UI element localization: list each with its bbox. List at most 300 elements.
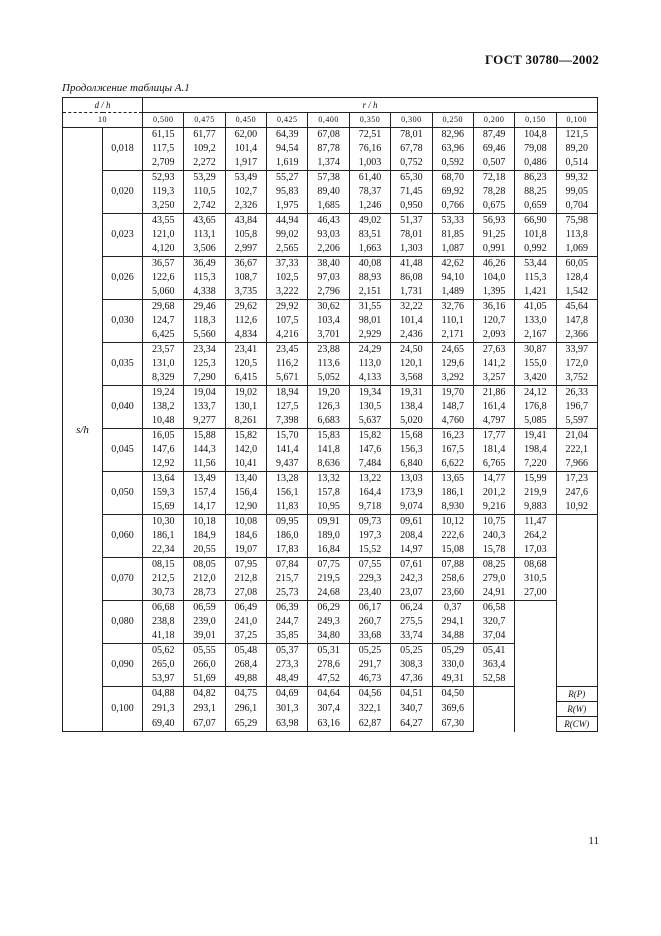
table-cell: 124,7 [143, 314, 184, 328]
table-row [63, 486, 598, 500]
table-cell: 240,3 [473, 529, 514, 543]
table-cell: 66,90 [515, 214, 556, 229]
table-cell: 67,78 [391, 142, 432, 156]
table-cell: 10,75 [473, 515, 514, 530]
dh-value: 0,023 [103, 214, 143, 257]
table-cell: 5,020 [391, 414, 432, 429]
empty-cell [556, 644, 597, 659]
table-row [63, 717, 598, 732]
table-cell: 159,3 [143, 486, 184, 500]
table-cell: 0,950 [391, 199, 432, 214]
table-cell: 133,7 [184, 400, 225, 414]
table-cell: 19,04 [184, 386, 225, 401]
table-cell: 07,55 [349, 558, 390, 573]
table-cell: 0,37 [432, 601, 473, 616]
table-row [63, 457, 598, 472]
table-cell: 64,27 [391, 717, 432, 732]
table-cell: 4,120 [143, 242, 184, 257]
table-cell: 06,58 [473, 601, 514, 616]
table-cell: 6,840 [391, 457, 432, 472]
table-cell: 65,30 [391, 171, 432, 186]
table-cell: 29,62 [225, 300, 266, 315]
table-row [63, 386, 598, 401]
table-cell: 63,16 [308, 717, 349, 732]
table-cell: 113,6 [308, 357, 349, 371]
table-cell: 33,68 [349, 629, 390, 644]
table-cell: 10,41 [225, 457, 266, 472]
table-cell: 39,01 [184, 629, 225, 644]
table-cell: 1,069 [556, 242, 597, 257]
table-cell: 131,0 [143, 357, 184, 371]
table-cell: 1,917 [225, 156, 266, 171]
table-cell: 102,7 [225, 185, 266, 199]
table-cell: 6,415 [225, 371, 266, 386]
table-cell: 86,23 [515, 171, 556, 186]
table-row [63, 343, 598, 358]
table-cell: 157,8 [308, 486, 349, 500]
table-cell: 29,46 [184, 300, 225, 315]
table-cell: 1,619 [267, 156, 308, 171]
table-row [63, 500, 598, 515]
table-cell: 266,0 [184, 658, 225, 672]
table-cell: 121,0 [143, 228, 184, 242]
table-cell: 201,2 [473, 486, 514, 500]
table-cell: 05,62 [143, 644, 184, 659]
empty-cell [556, 672, 597, 687]
table-cell: 36,57 [143, 257, 184, 272]
empty-cell [556, 658, 597, 672]
table-row [63, 300, 598, 315]
table-cell: 29,92 [267, 300, 308, 315]
dh-value: 0,090 [103, 644, 143, 687]
table-row [63, 242, 598, 257]
table-cell: 17,77 [473, 429, 514, 444]
table-cell: 20,55 [184, 543, 225, 558]
table-cell: 148,7 [432, 400, 473, 414]
table-cell: 05,55 [184, 644, 225, 659]
rh-value-header: 0,200 [473, 113, 514, 128]
dh-header: d / h [63, 98, 143, 113]
table-cell: 291,3 [143, 702, 184, 717]
table-cell: 278,6 [308, 658, 349, 672]
rh-value-header: 0,475 [184, 113, 225, 128]
table-row [63, 601, 598, 616]
table-cell: 08,68 [515, 558, 556, 573]
table-cell: 5,560 [184, 328, 225, 343]
table-cell: 23,34 [184, 343, 225, 358]
table-cell: 104,0 [473, 271, 514, 285]
table-cell: 37,25 [225, 629, 266, 644]
table-cell: 13,64 [143, 472, 184, 487]
table-cell: 98,01 [349, 314, 390, 328]
table-cell: 5,085 [515, 414, 556, 429]
table-cell: 07,84 [267, 558, 308, 573]
table-cell: 110,5 [184, 185, 225, 199]
table-cell: 291,7 [349, 658, 390, 672]
empty-cell [515, 717, 556, 732]
table-cell: 10,08 [225, 515, 266, 530]
table-cell: 19,31 [391, 386, 432, 401]
table-cell: 19,24 [143, 386, 184, 401]
table-cell: 53,97 [143, 672, 184, 687]
table-cell: 147,8 [556, 314, 597, 328]
table-cell: 11,83 [267, 500, 308, 515]
legend-label: R(W) [556, 702, 597, 717]
table-cell: 06,68 [143, 601, 184, 616]
table-cell: 141,4 [267, 443, 308, 457]
table-cell: 3,506 [184, 242, 225, 257]
table-cell: 6,683 [308, 414, 349, 429]
table-cell: 31,55 [349, 300, 390, 315]
table-cell: 13,32 [308, 472, 349, 487]
table-row [63, 214, 598, 229]
table-row [63, 687, 598, 702]
table-cell: 99,32 [556, 171, 597, 186]
table-cell: 53,49 [225, 171, 266, 186]
table-cell: 55,27 [267, 171, 308, 186]
table-cell: 105,8 [225, 228, 266, 242]
table-row [63, 644, 598, 659]
table-row [63, 128, 598, 143]
table-cell: 06,49 [225, 601, 266, 616]
table-cell: 6,765 [473, 457, 514, 472]
table-cell: 07,95 [225, 558, 266, 573]
table-cell: 2,709 [143, 156, 184, 171]
table-cell: 322,1 [349, 702, 390, 717]
table-cell: 294,1 [432, 615, 473, 629]
table-cell: 2,326 [225, 199, 266, 214]
table-cell: 93,03 [308, 228, 349, 242]
table-cell: 2,151 [349, 285, 390, 300]
table-cell: 05,37 [267, 644, 308, 659]
table-cell: 117,5 [143, 142, 184, 156]
table-cell: 43,55 [143, 214, 184, 229]
table-cell: 15,69 [143, 500, 184, 515]
table-cell: 46,26 [473, 257, 514, 272]
empty-cell [556, 543, 597, 558]
table-cell: 14,77 [473, 472, 514, 487]
table-cell: 05,25 [391, 644, 432, 659]
table-cell: 53,29 [184, 171, 225, 186]
table-cell: 04,51 [391, 687, 432, 702]
table-cell: 122,6 [143, 271, 184, 285]
table-cell: 239,0 [184, 615, 225, 629]
table-cell: 176,8 [515, 400, 556, 414]
table-cell: 3,222 [267, 285, 308, 300]
dh-value: 0,070 [103, 558, 143, 601]
empty-cell [556, 601, 597, 616]
table-cell: 23,07 [391, 586, 432, 601]
table-cell: 22,34 [143, 543, 184, 558]
table-cell: 4,760 [432, 414, 473, 429]
table-cell: 2,167 [515, 328, 556, 343]
table-cell: 9,277 [184, 414, 225, 429]
table-cell: 9,883 [515, 500, 556, 515]
table-cell: 113,0 [349, 357, 390, 371]
rh-value-header: 0,350 [349, 113, 390, 128]
table-cell: 89,20 [556, 142, 597, 156]
table-cell: 5,637 [349, 414, 390, 429]
rh-value-header: 0,500 [143, 113, 184, 128]
table-cell: 53,33 [432, 214, 473, 229]
table-cell: 7,290 [184, 371, 225, 386]
table-row [63, 185, 598, 199]
table-cell: 6,622 [432, 457, 473, 472]
table-cell: 110,1 [432, 314, 473, 328]
table-cell: 40,08 [349, 257, 390, 272]
table-row [63, 156, 598, 171]
table-cell: 69,40 [143, 717, 184, 732]
table-row [63, 572, 598, 586]
table-cell: 16,23 [432, 429, 473, 444]
table-cell: 17,23 [556, 472, 597, 487]
table-cell: 1,421 [515, 285, 556, 300]
table-cell: 24,29 [349, 343, 390, 358]
table-cell: 115,3 [515, 271, 556, 285]
table-cell: 147,6 [349, 443, 390, 457]
table-cell: 130,1 [225, 400, 266, 414]
table-cell: 249,3 [308, 615, 349, 629]
table-cell: 43,65 [184, 214, 225, 229]
table-cell: 61,40 [349, 171, 390, 186]
table-cell: 21,04 [556, 429, 597, 444]
table-cell: 24,12 [515, 386, 556, 401]
table-cell: 28,73 [184, 586, 225, 601]
table-cell: 46,43 [308, 214, 349, 229]
table-cell: 101,8 [515, 228, 556, 242]
table-cell: 71,45 [391, 185, 432, 199]
table-cell: 15,82 [225, 429, 266, 444]
table-cell: 5,060 [143, 285, 184, 300]
table-row [63, 357, 598, 371]
table-cell: 04,69 [267, 687, 308, 702]
table-cell: 63,98 [267, 717, 308, 732]
table-cell: 273,3 [267, 658, 308, 672]
table-cell: 156,1 [267, 486, 308, 500]
table-cell: 27,00 [515, 586, 556, 601]
empty-cell [556, 529, 597, 543]
table-cell: 05,29 [432, 644, 473, 659]
table-cell: 0,766 [432, 199, 473, 214]
table-cell: 265,0 [143, 658, 184, 672]
table-cell: 113,1 [184, 228, 225, 242]
table-cell: 9,074 [391, 500, 432, 515]
table-cell: 67,08 [308, 128, 349, 143]
table-cell: 118,3 [184, 314, 225, 328]
table-cell: 56,93 [473, 214, 514, 229]
table-cell: 0,752 [391, 156, 432, 171]
table-cell: 05,25 [349, 644, 390, 659]
table-cell: 04,82 [184, 687, 225, 702]
table-cell: 157,4 [184, 486, 225, 500]
table-row [63, 414, 598, 429]
table-cell: 4,338 [184, 285, 225, 300]
sh-label: s/h [63, 128, 103, 732]
table-cell: 147,6 [143, 443, 184, 457]
empty-cell [556, 629, 597, 644]
table-cell: 49,31 [432, 672, 473, 687]
table-cell: 34,88 [432, 629, 473, 644]
table-cell: 2,796 [308, 285, 349, 300]
legend-label: R(CW) [556, 717, 597, 732]
table-cell: 10,12 [432, 515, 473, 530]
table-cell: 17,03 [515, 543, 556, 558]
table-cell: 119,3 [143, 185, 184, 199]
table-cell: 19,07 [225, 543, 266, 558]
empty-cell [556, 586, 597, 601]
table-cell: 164,4 [349, 486, 390, 500]
table-cell: 95,83 [267, 185, 308, 199]
table-cell: 116,2 [267, 357, 308, 371]
table-cell: 1,663 [349, 242, 390, 257]
table-cell: 8,329 [143, 371, 184, 386]
empty-cell [515, 687, 556, 702]
table-cell: 61,15 [143, 128, 184, 143]
table-row [63, 429, 598, 444]
table-cell: 113,8 [556, 228, 597, 242]
table-cell: 94,10 [432, 271, 473, 285]
table-cell: 9,718 [349, 500, 390, 515]
table-cell: 330,0 [432, 658, 473, 672]
empty-cell [515, 629, 556, 644]
table-cell: 138,2 [143, 400, 184, 414]
rh-header: r / h [143, 98, 598, 113]
table-cell: 30,62 [308, 300, 349, 315]
table-cell: 0,592 [432, 156, 473, 171]
table-cell: 24,91 [473, 586, 514, 601]
table-cell: 4,797 [473, 414, 514, 429]
table-cell: 3,701 [308, 328, 349, 343]
table-cell: 23,88 [308, 343, 349, 358]
table-cell: 247,6 [556, 486, 597, 500]
table-cell: 15,83 [308, 429, 349, 444]
table-cell: 07,88 [432, 558, 473, 573]
table-cell: 2,206 [308, 242, 349, 257]
table-cell: 37,33 [267, 257, 308, 272]
table-cell: 62,00 [225, 128, 266, 143]
table-cell: 99,02 [267, 228, 308, 242]
table-cell: 130,5 [349, 400, 390, 414]
table-cell: 15,88 [184, 429, 225, 444]
table-cell: 320,7 [473, 615, 514, 629]
table-cell: 2,093 [473, 328, 514, 343]
table-cell: 2,171 [432, 328, 473, 343]
table-cell: 86,08 [391, 271, 432, 285]
table-cell: 16,05 [143, 429, 184, 444]
table-cell: 19,34 [349, 386, 390, 401]
table-cell: 268,4 [225, 658, 266, 672]
table-cell: 3,735 [225, 285, 266, 300]
table-cell: 172,0 [556, 357, 597, 371]
table-cell: 49,02 [349, 214, 390, 229]
table-cell: 161,4 [473, 400, 514, 414]
table-cell: 09,95 [267, 515, 308, 530]
table-cell: 23,45 [267, 343, 308, 358]
table-cell: 47,36 [391, 672, 432, 687]
table-cell: 2,565 [267, 242, 308, 257]
rh-value-header: 0,400 [308, 113, 349, 128]
table-cell: 05,41 [473, 644, 514, 659]
table-cell: 102,5 [267, 271, 308, 285]
table-cell: 49,88 [225, 672, 266, 687]
table-cell: 68,70 [432, 171, 473, 186]
dh-value: 0,020 [103, 171, 143, 214]
table-cell: 104,8 [515, 128, 556, 143]
table-cell: 09,73 [349, 515, 390, 530]
table-cell: 04,75 [225, 687, 266, 702]
table-cell: 13,65 [432, 472, 473, 487]
table-cell: 212,0 [184, 572, 225, 586]
table-row [63, 199, 598, 214]
table-cell: 18,94 [267, 386, 308, 401]
dh-value: 0,045 [103, 429, 143, 472]
empty-cell [556, 558, 597, 573]
table-row [63, 171, 598, 186]
table-cell: 78,01 [391, 128, 432, 143]
dh-value: 0,035 [103, 343, 143, 386]
table-cell: 8,930 [432, 500, 473, 515]
table-cell: 1,003 [349, 156, 390, 171]
rh-value-header: 0,150 [515, 113, 556, 128]
table-cell: 14,17 [184, 500, 225, 515]
table-cell: 51,37 [391, 214, 432, 229]
table-cell: 09,91 [308, 515, 349, 530]
table-cell: 06,24 [391, 601, 432, 616]
table-cell: 37,04 [473, 629, 514, 644]
table-cell: 101,4 [225, 142, 266, 156]
table-row [63, 400, 598, 414]
table-cell: 08,15 [143, 558, 184, 573]
header-row [63, 98, 598, 113]
table-cell: 129,6 [432, 357, 473, 371]
table-cell: 04,56 [349, 687, 390, 702]
table-cell: 307,4 [308, 702, 349, 717]
table-row [63, 257, 598, 272]
table-cell: 186,0 [267, 529, 308, 543]
table-cell: 9,437 [267, 457, 308, 472]
table-cell: 121,5 [556, 128, 597, 143]
table-cell: 0,507 [473, 156, 514, 171]
empty-cell [515, 644, 556, 659]
table-caption: Продолжение таблицы А.1 [62, 82, 190, 94]
table-cell: 82,96 [432, 128, 473, 143]
table-cell: 97,03 [308, 271, 349, 285]
empty-cell [515, 672, 556, 687]
table-cell: 186,1 [432, 486, 473, 500]
table-cell: 5,597 [556, 414, 597, 429]
table-cell: 141,2 [473, 357, 514, 371]
table-cell: 30,73 [143, 586, 184, 601]
table-cell: 19,02 [225, 386, 266, 401]
dh-value: 0,100 [103, 687, 143, 732]
table-row [63, 142, 598, 156]
table-cell: 155,0 [515, 357, 556, 371]
table-cell: 83,51 [349, 228, 390, 242]
table-cell: 23,40 [349, 586, 390, 601]
table-cell: 369,6 [432, 702, 473, 717]
table-cell: 23,41 [225, 343, 266, 358]
table-row [63, 529, 598, 543]
table-cell: 112,6 [225, 314, 266, 328]
table-cell: 125,3 [184, 357, 225, 371]
table-cell: 167,5 [432, 443, 473, 457]
empty-cell [515, 658, 556, 672]
legend-label: R(P) [556, 687, 597, 702]
table-cell: 36,49 [184, 257, 225, 272]
table-cell: 43,84 [225, 214, 266, 229]
table-cell: 101,4 [391, 314, 432, 328]
table-cell: 241,0 [225, 615, 266, 629]
